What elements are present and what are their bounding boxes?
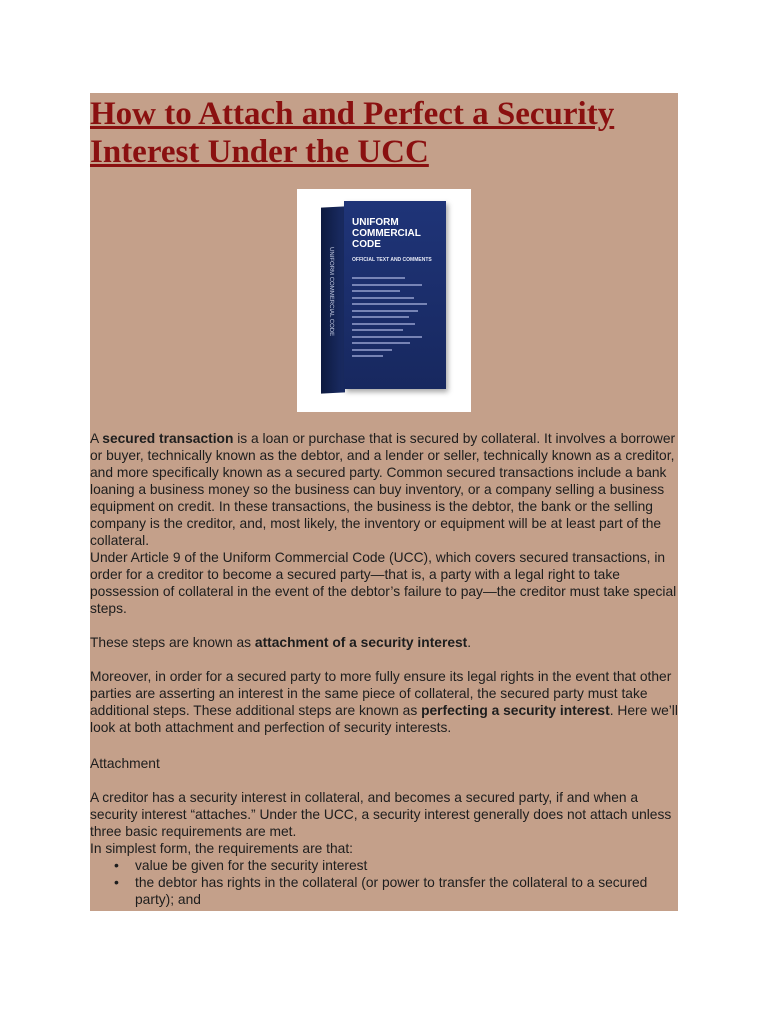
paragraph-article-9: Under Article 9 of the Uniform Commercial Code (UCC), which covers secured transactions, in order for a creditor to become a secured party—that is, a party with a legal right to take possession of collateral in the event of the debtor’s failure to pay—the creditor must take special steps.	[90, 550, 677, 616]
term-attachment: attachment of a security interest	[254, 635, 468, 650]
book-cover-image	[297, 189, 471, 412]
paragraph-creditor: A creditor has a security interest in collateral, and becomes a secured party, if and when a security interest “attaches.” Under the UCC, a security interest generally does not attach unless three basic requirements are met.	[90, 790, 672, 839]
article-title: How to Attach and Perfect a Security Interest Under the UCC	[90, 96, 615, 170]
book-front	[344, 201, 446, 389]
paragraph-perfecting: Moreover, in order for a secured party to more fully ensure its legal rights in the event that other parties are asserting an interest in the same piece of collateral, the secured party must take additional steps. These additional steps are known as perfecting a security interest. Here we’ll look at both attachment and perfection of security interests.	[90, 669, 678, 735]
document-page	[90, 93, 678, 911]
term-secured-transaction: secured transaction	[102, 431, 234, 446]
spine-text: UNIFORM COMMERCIAL CODE	[328, 246, 334, 337]
list-item: • the debtor has rights in the collateral (or power to transfer the collateral to a secured party); and	[90, 874, 678, 908]
term-perfecting: perfecting a security interest	[421, 703, 610, 718]
requirements-list	[90, 857, 678, 908]
book-cover-contents	[352, 277, 440, 362]
list-item: • value be given for the security interest	[90, 857, 678, 874]
book-spine	[321, 206, 345, 393]
paragraph-attachment-steps: These steps are known as attachment of a security interest.	[90, 635, 472, 650]
book-cover-subtitle: OFFICIAL TEXT AND COMMENTS	[352, 257, 432, 263]
attachment-section	[90, 789, 678, 908]
paragraph-secured-transaction: A secured transaction is a loan or purchase that is secured by collateral. It involves a borrower or buyer, technically known as the debtor, and a lender or seller, technically known as a creditor, and more specifically known as a secured party. Common secured transactions include a bank loaning a business money so the business can buy inventory, or a company selling a business equipment on credit. In these transactions, the business is the debtor, the bank or the selling company is the creditor, and, most likely, the inventory or equipment will be at least part of the collateral.	[90, 431, 676, 548]
section-heading-attachment: Attachment	[90, 756, 160, 771]
paragraph-requirements-intro: In simplest form, the requirements are that:	[90, 841, 354, 856]
article-body	[90, 430, 678, 617]
book-cover-title: UNIFORM COMMERCIAL CODE	[352, 217, 421, 250]
